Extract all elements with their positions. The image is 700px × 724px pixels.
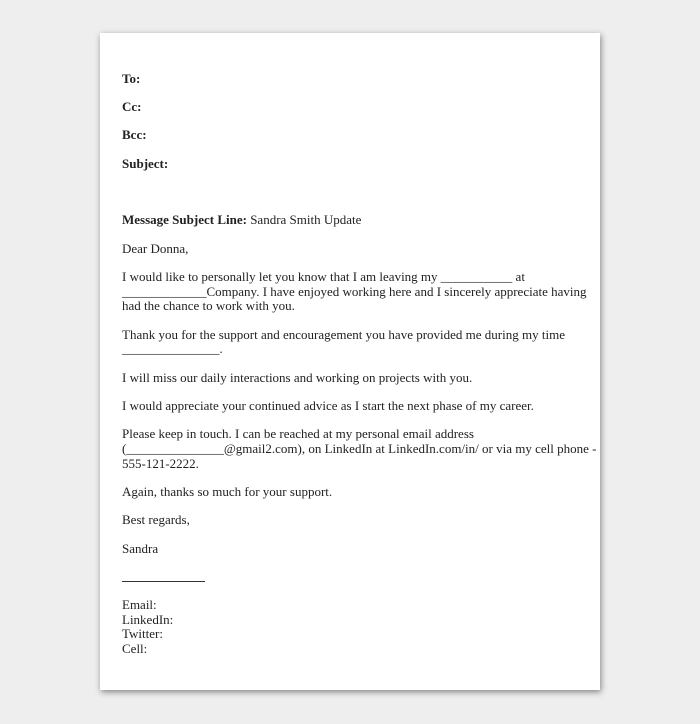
message-subject-line-label: Message Subject Line:	[122, 212, 247, 227]
paragraph-5-line-3: 555-121-2222.	[122, 456, 199, 471]
email-label: Email:	[122, 597, 157, 612]
linkedin-label: LinkedIn:	[122, 612, 174, 627]
signature-name: Sandra	[122, 541, 159, 556]
paragraph-4: I would appreciate your continued advice as I start the next phase of my career.	[122, 398, 534, 413]
to-label: To:	[122, 71, 141, 86]
paragraph-3: I will miss our daily interactions and working on projects with you.	[122, 370, 473, 385]
message-subject-line-value: Sandra Smith Update	[246, 212, 362, 227]
cc-label: Cc:	[122, 99, 142, 114]
bcc-label: Bcc:	[122, 127, 147, 142]
greeting: Dear Donna,	[122, 241, 189, 256]
paragraph-2-line-1: Thank you for the support and encouragement you have provided me during my time	[122, 327, 565, 342]
paragraph-1-line-2: _____________Company. I have enjoyed working here and I sincerely appreciate having	[122, 284, 587, 299]
paragraph-6: Again, thanks so much for your support.	[122, 484, 333, 499]
paragraph-2-line-2: _______________.	[122, 341, 223, 356]
message-subject-line	[122, 212, 361, 227]
signature-line	[122, 581, 205, 582]
subject-label: Subject:	[122, 156, 169, 171]
paragraph-1-line-1: I would like to personally let you know that I am leaving my ___________ at	[122, 269, 525, 284]
closing: Best regards,	[122, 512, 190, 527]
paragraph-1-line-3: had the chance to work with you.	[122, 298, 295, 313]
cell-label: Cell:	[122, 641, 148, 656]
twitter-label: Twitter:	[122, 626, 163, 641]
paragraph-5-line-1: Please keep in touch. I can be reached at my personal email address	[122, 426, 474, 441]
paragraph-5-line-2: (_______________@gmail2.com), on LinkedIn at LinkedIn.com/in/ or via my cell phone -	[122, 441, 597, 456]
letter-page	[100, 33, 600, 690]
